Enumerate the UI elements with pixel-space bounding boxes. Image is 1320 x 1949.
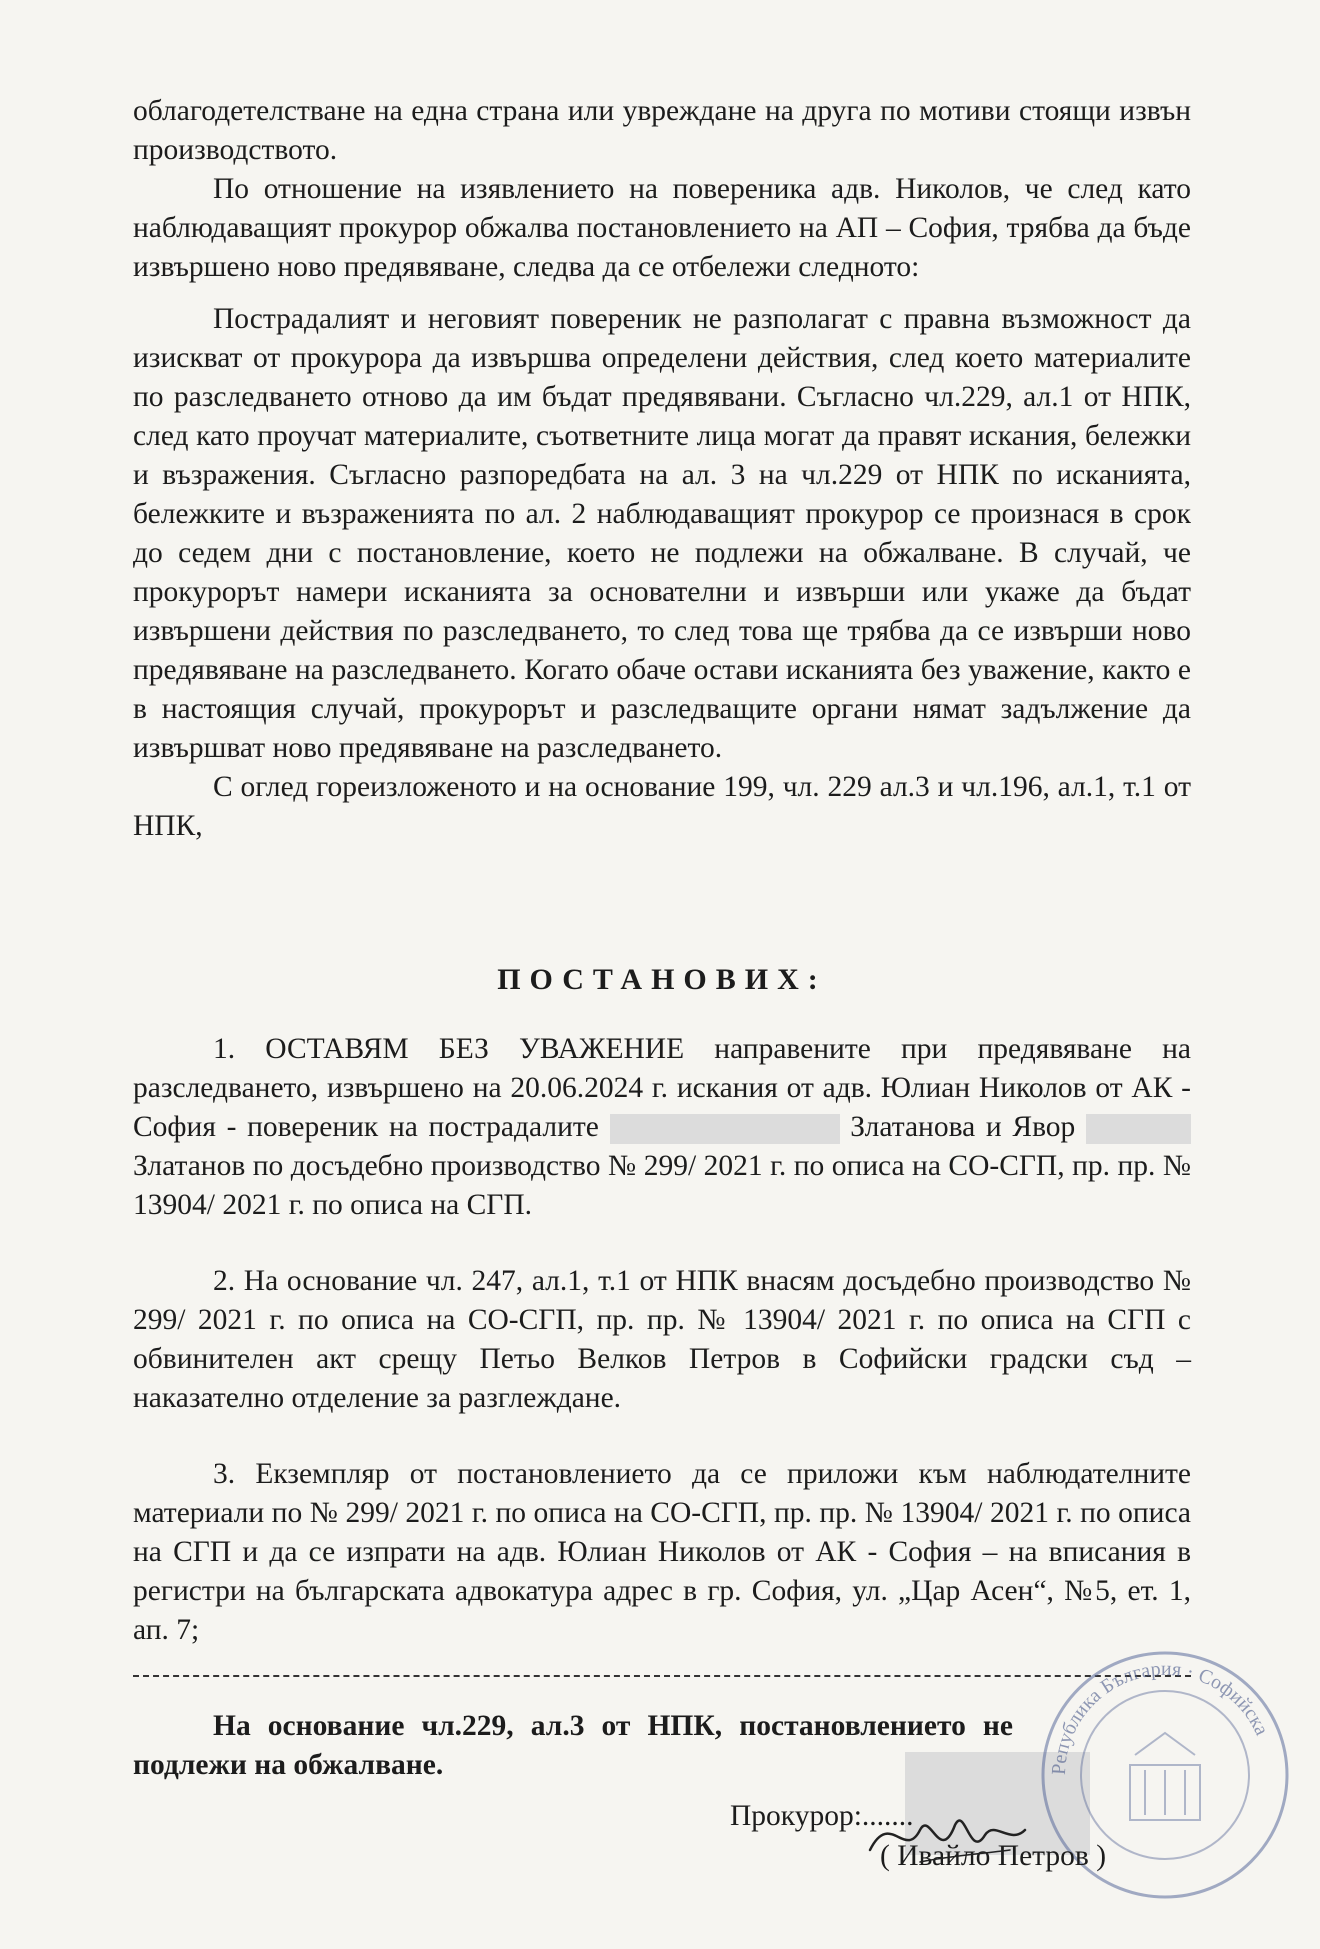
- redacted-name-box: [1086, 1114, 1191, 1144]
- item-1-text-a: 1. ОСТАВЯМ БЕЗ УВАЖЕНИЕ направените при предявяване на разследването, извършено на 20.06.2024 г. искания от адв. Юлиан Николов от АК - София - повереник на пострадалите: [133, 1033, 1191, 1143]
- paragraph-grounds: С оглед гореизложеното и на основание 199, чл. 229 ал.3 и чл.196, ал.1, т.1 от НПК,: [133, 771, 1191, 842]
- paragraph-continuation: облагодетелстване на една страна или увреждане на друга по мотиви стоящи извън производството.: [133, 95, 1191, 166]
- final-note-text: На основание чл.229, ал.3 от НПК, постановлението не подлежи на обжалване.: [133, 1710, 1013, 1781]
- item-2-text: 2. На основание чл. 247, ал.1, т.1 от НПК внасям досъдебно производство № 299/ 2021 г. по описа на СО-СГП, пр. пр. № 13904/ 2021 г. по описа на СГП с обвинителен акт срещу Петьо Велков Петров в Софийски градски съд – наказателно отделение за разглеждане.: [133, 1265, 1191, 1414]
- redacted-name-box: [610, 1114, 840, 1144]
- intro-section: [133, 92, 1191, 846]
- svg-text:Република България · Софийска: [1048, 1658, 1273, 1775]
- decision-heading: ПОСТАНОВИХ:: [497, 963, 827, 996]
- decision-item-3: [133, 1455, 1191, 1650]
- paragraph-objection: По отношение на изявлението на повереника адв. Николов, че след като наблюдаващият прокурор обжалва постановлението на АП – София, трябва да бъде извършено ново предявяване, следва да се отбележи следното:: [133, 173, 1191, 283]
- stamp-text: Република България · Софийска: [1047, 1657, 1273, 1776]
- item-1-text-c: Златанов по досъдебно производство № 299/ 2021 г. по описа на СО-СГП, пр. пр. № 13904/ 2021 г. по описа на СГП.: [133, 1150, 1191, 1221]
- item-1-text-b: Златанова и Явор: [850, 1111, 1076, 1143]
- separator-line: [133, 1675, 1191, 1677]
- prosecutor-name: ( Ивайло Петров ): [880, 1840, 1107, 1872]
- decision-item-1: [133, 1030, 1191, 1225]
- prosecutor-label: Прокурор:.......: [730, 1800, 914, 1832]
- paragraph-legal-analysis: Пострадалият и неговият повереник не разполагат с правна възможност да изискват от прокурора да извършва определени действия, след което материалите по разследването отново да им бъдат предявявани. Съгласно чл.229, ал.1 от НПК, след като проучат материалите, съответните лица могат да правят искания, бележки и възражения. Съгласно разпоредбата на ал. 3 на чл.229 от НПК по исканията, бележките и възраженията по ал. 2 наблюдаващият прокурор се произнася в срок до седем дни с постановление, което не подлежи на обжалване. В случай, че прокурорът намери исканията за основателни и извърши или укаже да бъдат извършени действия по разследването, то след това ще трябва да се извърши ново предявяване на разследването. Когато обаче остави исканията без уважение, както е в настоящия случай, прокурорът и разследващите органи нямат задължение да извършват ново предявяване на разследването.: [133, 303, 1191, 764]
- item-3-text: 3. Екземпляр от постановлението да се приложи към наблюдателните материали по № 299/ 2021 г. по описа на СО-СГП, пр. пр. № 13904/ 2021 г. по описа на СГП и да се изпрати на адв. Юлиан Николов от АК - София – на вписания в регистри на българската адвокатура адрес в гр. София, ул. „Цар Асен“, №5, ет. 1, ап. 7;: [133, 1458, 1191, 1646]
- decision-item-2: [133, 1262, 1191, 1418]
- handwritten-signature: [860, 1790, 1080, 1880]
